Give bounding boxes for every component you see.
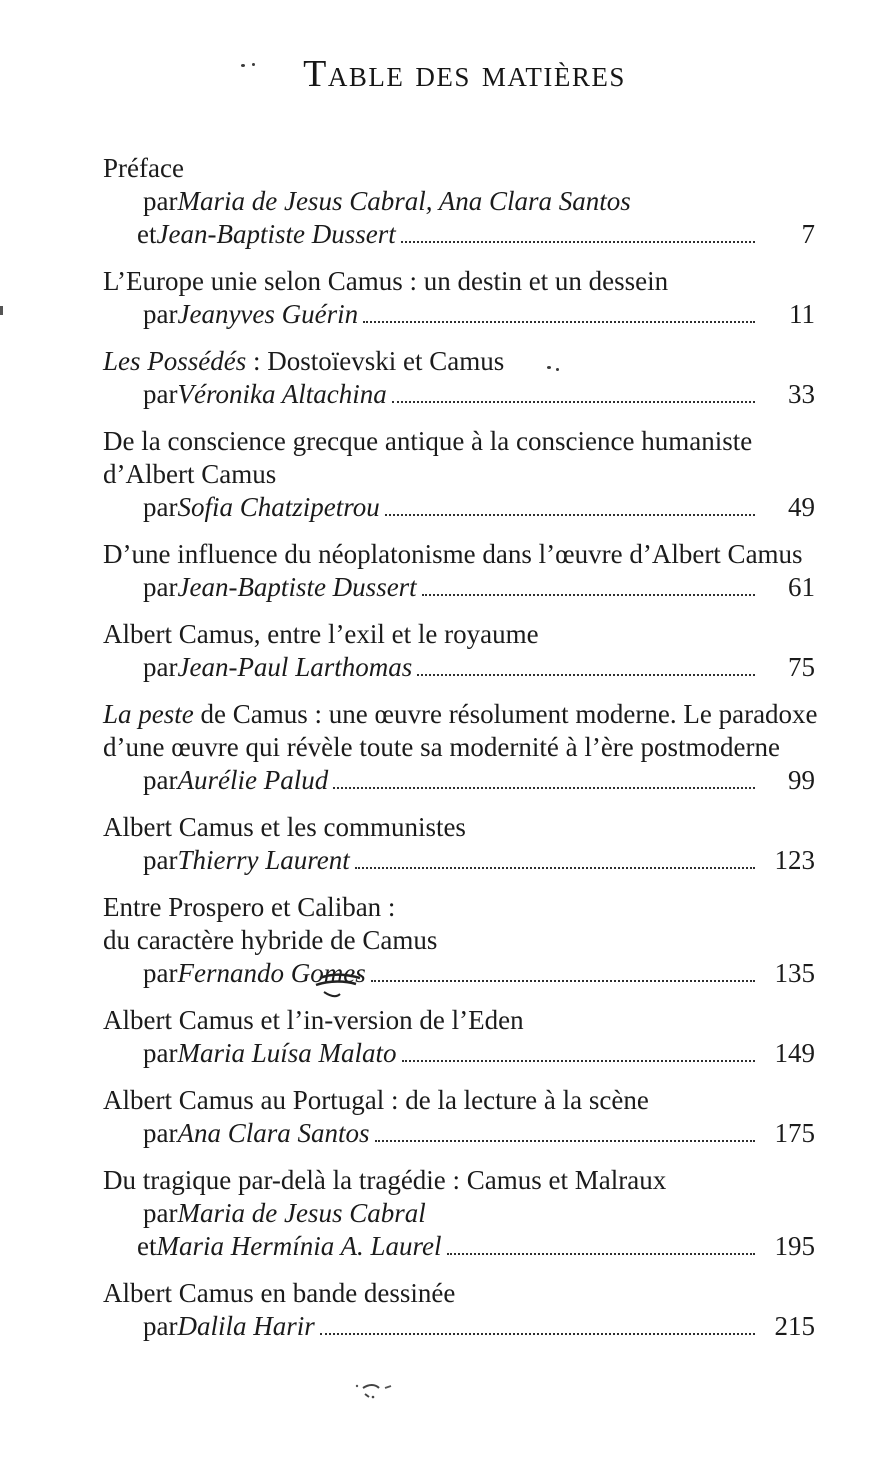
entry-title-line [103, 1084, 815, 1117]
entry-title-line [103, 425, 815, 458]
author-prefix: par [143, 299, 178, 329]
dotted-leader [371, 980, 755, 982]
page-number: 61 [788, 572, 815, 602]
entry-title-segment: Entre Prospero et Caliban : [103, 892, 396, 922]
entry-author-line [103, 571, 815, 604]
entry-title-segment: Albert Camus et l’in-version de l’Eden [103, 1005, 524, 1035]
dotted-leader [355, 867, 755, 869]
toc-entry [103, 345, 815, 411]
dotted-leader [333, 787, 755, 789]
entry-author-line [103, 651, 815, 684]
entry-title-segment: Préface [103, 153, 184, 183]
page-number: 123 [774, 845, 815, 875]
scan-artifact [345, 1380, 415, 1406]
entry-title-line [103, 538, 815, 571]
dotted-leader [401, 241, 755, 243]
author-name: Thierry Laurent [177, 845, 350, 875]
entry-title-segment: de Camus : une œuvre résolument moderne. Le paradoxe [193, 699, 818, 729]
toc-entry [103, 698, 818, 797]
entry-title-segment: Albert Camus et les communistes [103, 812, 466, 842]
toc-entry [103, 1084, 815, 1150]
page-number: 175 [774, 1118, 815, 1148]
author-name: Fernando Gomes [177, 958, 366, 988]
toc-entry [103, 1277, 815, 1343]
toc-entry [103, 1004, 815, 1070]
entry-author-line [103, 844, 815, 877]
entry-title-segment: La peste [103, 699, 194, 729]
author-name: Maria de Jesus Cabral, Ana Clara Santos [177, 186, 631, 216]
author-name: Maria Hermínia A. Laurel [156, 1231, 442, 1261]
author-prefix: par [143, 1311, 178, 1341]
entry-title-segment: D’une influence du néoplatonisme dans l’œuvre d’Albert Camus [103, 539, 803, 569]
toc-entry [103, 811, 815, 877]
author-prefix: par [143, 765, 178, 795]
author-name: Maria de Jesus Cabral [177, 1198, 426, 1228]
page-number: 75 [788, 652, 815, 682]
page-number: 7 [801, 219, 815, 249]
dotted-leader [447, 1253, 755, 1255]
entry-author-line [103, 298, 815, 331]
author-prefix: par [143, 1198, 178, 1228]
page-number: 215 [774, 1311, 815, 1341]
dotted-leader [363, 321, 755, 323]
entry-title-line [103, 265, 815, 298]
entry-author-line [103, 1310, 815, 1343]
author-prefix: par [143, 958, 178, 988]
entry-title-line [103, 1277, 815, 1310]
author-prefix: par [143, 492, 178, 522]
author-name: Jean-Baptiste Dussert [156, 219, 396, 249]
entry-title-segment: L’Europe unie selon Camus : un destin et un dessein [103, 266, 669, 296]
entry-title-line [103, 618, 815, 651]
author-prefix: par [143, 1118, 178, 1148]
entry-author-line [103, 1197, 815, 1230]
entry-title-segment: du caractère hybride de Camus [103, 925, 438, 955]
toc-entry [103, 152, 815, 251]
entry-title-line [103, 924, 815, 957]
entry-author-line [103, 185, 815, 218]
dotted-leader [392, 401, 755, 403]
entry-title-segment: Albert Camus, entre l’exil et le royaume [103, 619, 539, 649]
entry-title-line [103, 891, 815, 924]
author-prefix: et [137, 219, 157, 249]
entry-author-line [103, 1037, 815, 1070]
dotted-leader [375, 1140, 755, 1142]
author-prefix: et [137, 1231, 157, 1261]
author-name: Ana Clara Santos [177, 1118, 370, 1148]
author-name: Jeanyves Guérin [177, 299, 359, 329]
author-prefix: par [143, 1038, 178, 1068]
entry-author-line [103, 957, 815, 990]
entry-title-segment: : Dostoïevski et Camus [246, 346, 505, 376]
entry-title-line [103, 1164, 815, 1197]
page-number: 195 [774, 1231, 815, 1261]
entry-title-segment: d’Albert Camus [103, 459, 277, 489]
entry-title-line [103, 811, 815, 844]
entry-title-segment: Albert Camus au Portugal : de la lecture à la scène [103, 1085, 649, 1115]
dotted-leader [320, 1333, 755, 1335]
author-name: Maria Luísa Malato [177, 1038, 397, 1068]
entry-title-segment: De la conscience grecque antique à la conscience humaniste [103, 426, 753, 456]
dotted-leader [417, 674, 755, 676]
dotted-leader [385, 514, 755, 516]
page-number: 33 [788, 379, 815, 409]
author-name: Sofia Chatzipetrou [177, 492, 380, 522]
page-number: 99 [788, 765, 815, 795]
toc-entry [103, 1164, 815, 1263]
dotted-leader [422, 594, 755, 596]
scan-artifact [0, 306, 3, 315]
author-name: Dalila Harir [177, 1311, 315, 1341]
author-name: Jean-Paul Larthomas [177, 652, 413, 682]
author-prefix: par [143, 379, 178, 409]
author-prefix: par [143, 572, 178, 602]
author-name: Aurélie Palud [177, 765, 329, 795]
page-number: 149 [774, 1038, 815, 1068]
author-prefix: par [143, 845, 178, 875]
entry-title-segment: Du tragique par-delà la tragédie : Camus et Malraux [103, 1165, 667, 1195]
dotted-leader [402, 1060, 755, 1062]
toc-entry [103, 618, 815, 684]
entry-title-line [103, 152, 815, 185]
entry-title-line [103, 1004, 815, 1037]
entry-author-line [103, 764, 815, 797]
entry-author-line [103, 491, 815, 524]
entry-title-segment: Les Possédés [103, 346, 247, 376]
entry-author-line [103, 1230, 815, 1263]
entry-author-line [103, 218, 815, 251]
entry-author-line [103, 378, 815, 411]
author-prefix: par [143, 652, 178, 682]
entry-title-segment: Albert Camus en bande dessinée [103, 1278, 456, 1308]
toc-entries [103, 152, 818, 1357]
page-number: 11 [789, 299, 815, 329]
author-name: Jean-Baptiste Dussert [177, 572, 417, 602]
toc-entry [103, 425, 815, 524]
entry-title-segment: d’une œuvre qui révèle toute sa modernité à l’ère postmoderne [103, 732, 780, 762]
author-prefix: par [143, 186, 178, 216]
page-number: 49 [788, 492, 815, 522]
toc-entry [103, 538, 815, 604]
page-number: 135 [774, 958, 815, 988]
toc-entry [103, 265, 815, 331]
entry-title-line [103, 458, 815, 491]
entry-author-line [103, 1117, 815, 1150]
entry-title-line [103, 345, 815, 378]
author-name: Véronika Altachina [177, 379, 387, 409]
toc-entry [103, 891, 815, 990]
page-title: Table des matières [303, 53, 626, 95]
entry-title-line [103, 731, 815, 764]
entry-title-line [103, 698, 818, 731]
